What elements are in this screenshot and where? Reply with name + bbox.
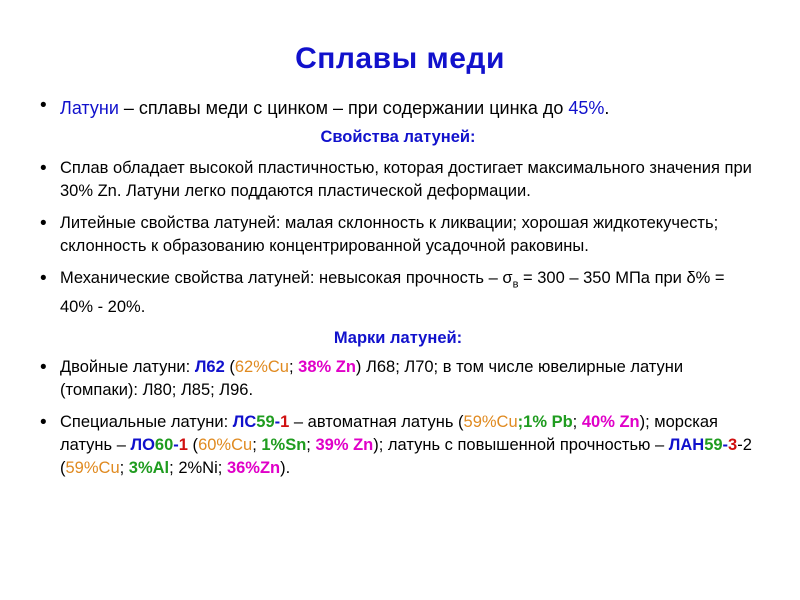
bullet-text-plasticity: Сплав обладает высокой пластичностью, которая достигает максимального значения при 30% Zn. Латуни легко поддаются пластической деформации. (60, 159, 752, 200)
bullet-text-double-brass (60, 356, 756, 402)
special-text-1: – автоматная латунь ( (289, 413, 464, 432)
double-close-paren: ) (355, 358, 367, 377)
special-prefix: Специальные латуни: (60, 413, 233, 432)
grade3-zn: 36%Zn (226, 459, 281, 478)
special-text-3: ( (187, 436, 199, 455)
double-prefix: Двойные латуни: (60, 358, 195, 377)
lead-percent: 45% (568, 98, 605, 118)
grade3-cu: 59%Cu (65, 459, 120, 478)
bullet-item-casting (40, 212, 756, 258)
grade3-al: 3%Al (128, 459, 170, 478)
double-rest: Л68; Л70; в том числе ювелирные латуни (томпаки): Л80; Л85; Л96. (60, 358, 684, 400)
grade1-zn: 40% Zn (581, 413, 640, 432)
double-semicolon: ; (288, 358, 299, 377)
mechanical-sub-1: в (512, 278, 519, 291)
mechanical-text-1: Механические свойства латуней: невысокая прочность – σ (60, 269, 513, 287)
lead-text-2: . (604, 98, 610, 118)
grade3-tail: -2 (737, 436, 752, 455)
grade1-cu: 59%Cu (463, 413, 518, 432)
bullet-marker: • (40, 158, 47, 179)
bullet-item-double-brass (40, 356, 756, 402)
bullet-item-plasticity (40, 157, 756, 203)
grade3-dash: - (722, 436, 729, 455)
bullet-marker: • (40, 213, 47, 234)
bullet-item-mechanical (40, 267, 756, 319)
special-text-2: ); морская латунь – (60, 413, 718, 455)
bullet-marker: • (40, 95, 47, 116)
bullet-item-special-brass (40, 411, 756, 480)
bullet-text-casting: Литейные свойства латуней: малая склонность к ликвации; хорошая жидкотекучесть; склонность к образованию концентрированной усадочной раковины. (60, 214, 719, 255)
grade3-index: 3 (728, 436, 738, 455)
double-open-paren: ( (224, 358, 235, 377)
heading-grades-colon: : (456, 329, 463, 348)
grade3-sep2: ; 2%Ni; (169, 459, 227, 478)
special-text-5: ( (60, 459, 66, 478)
heading-grades-text: Марки латуней (333, 329, 457, 348)
bullet-text (60, 94, 756, 122)
grade1-pb: ;1% Pb (517, 413, 573, 432)
lead-text-1: – сплавы меди с цинком – при содержании цинка до (118, 98, 569, 118)
grade2-sep1: ; (252, 436, 262, 455)
bullet-item-brass-definition (40, 94, 756, 122)
bullet-marker: • (40, 268, 47, 289)
grade2-sep2: ; (306, 436, 316, 455)
bullet-marker: • (40, 357, 47, 379)
grade2-zn: 39% Zn (315, 436, 374, 455)
bullet-text-mechanical (60, 267, 756, 319)
special-text-6: ). (280, 459, 291, 478)
term-brass: Латуни (60, 98, 119, 118)
grade2-index: 1 (178, 436, 188, 455)
grade1-dash: - (274, 413, 281, 432)
grade3-letters2: Н (692, 436, 705, 455)
bullet-text-special-brass (60, 411, 756, 480)
grade1-number: 59 (256, 413, 275, 432)
heading-properties: Свойства латуней: (320, 128, 476, 146)
grade1-sep: ; (572, 413, 582, 432)
bullet-marker: • (40, 412, 47, 434)
double-grade: Л62 (194, 358, 225, 377)
double-zn: 38% Zn (298, 358, 356, 377)
grade2-cu: 60%Cu (198, 436, 253, 455)
grade2-letters: ЛО (130, 436, 155, 455)
grade1-letters: ЛС (232, 413, 257, 432)
grade3-sep1: ; (119, 459, 129, 478)
grade2-number: 60 (154, 436, 174, 455)
page-title: Сплавы меди (295, 42, 505, 75)
mechanical-text-2: = 300 – 350 МПа при δ% = 40% - 20%. (60, 269, 725, 317)
grade3-number: 59 (704, 436, 723, 455)
grade3-letters: ЛА (668, 436, 693, 455)
heading-grades (40, 329, 756, 348)
grade1-index: 1 (280, 413, 290, 432)
grade2-dash: - (173, 436, 179, 455)
double-cu: 62%Cu (234, 358, 289, 377)
slide-body (0, 76, 800, 480)
grade2-sn: 1%Sn (261, 436, 307, 455)
special-text-4: ); латунь с повышенной прочностью – (373, 436, 669, 455)
